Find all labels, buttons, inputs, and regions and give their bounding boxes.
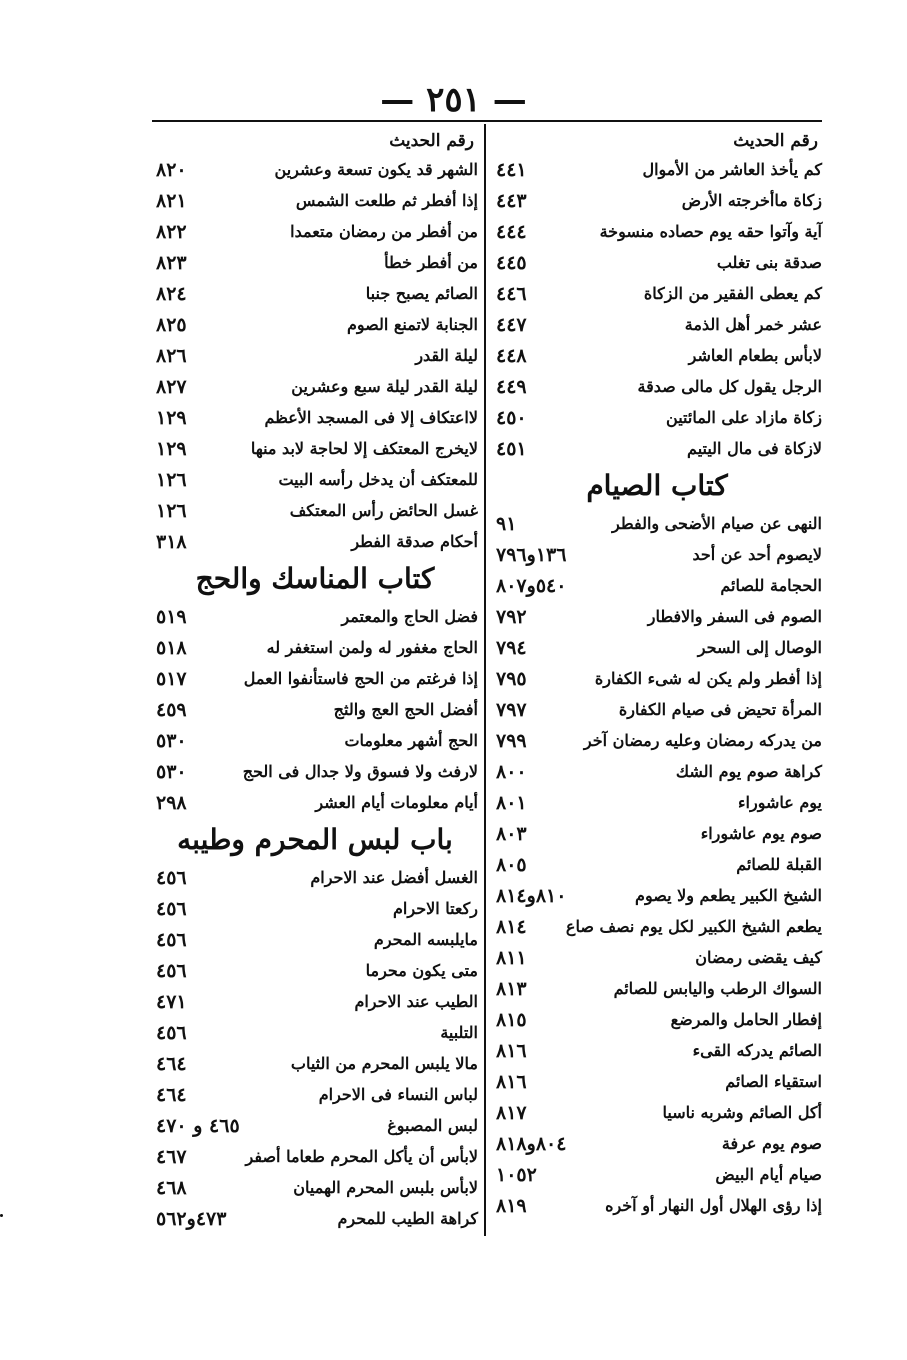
entry-title: فضل الحاج والمعتمر: [341, 607, 478, 626]
column-header: رقم الحديث: [733, 131, 818, 151]
right-column: [492, 128, 822, 1221]
index-entry: [492, 570, 822, 601]
index-entry: [152, 924, 478, 955]
index-entry: [492, 632, 822, 663]
entry-title: كراهة الطيب للمحرم: [337, 1209, 478, 1228]
index-entry: [492, 880, 822, 911]
entry-title: الجنابة لاتمنع الصوم: [346, 315, 478, 334]
hadith-number: ٤٦٨: [156, 1176, 187, 1199]
right-column-body: [492, 154, 822, 1221]
index-entry: [152, 1048, 478, 1079]
entry-title: آية وآتوا حقه يوم حصاده منسوخة: [599, 222, 822, 241]
index-entry: [492, 1190, 822, 1221]
index-entry: [152, 526, 478, 557]
index-entry: [152, 216, 478, 247]
left-column: [152, 128, 478, 1234]
hadith-number: ٨١٥: [496, 1008, 527, 1031]
index-entry: [152, 601, 478, 632]
hadith-number: ٤٤٤: [496, 220, 527, 243]
entry-title: لابأس بلبس المحرم الهميان: [293, 1178, 478, 1197]
hadith-number: ٤٥١: [496, 437, 527, 460]
entry-title: إذا أفطر ثم طلعت الشمس: [295, 191, 478, 210]
hadith-number: ٨١٠و٨١٤: [496, 884, 567, 907]
entry-title: الحج أشهر معلومات: [344, 731, 478, 750]
page-number: — ٢٥١ —: [380, 80, 527, 120]
index-entry: [492, 756, 822, 787]
index-entry: [152, 1203, 478, 1234]
hadith-number: ٣١٨: [156, 530, 187, 553]
index-entry: [492, 1035, 822, 1066]
hadith-number: ٥٣٠: [156, 729, 187, 752]
index-entry: [492, 694, 822, 725]
hadith-number: ٧٩٧: [496, 698, 527, 721]
hadith-number: ٤٧١: [156, 990, 187, 1013]
index-entry: [492, 1066, 822, 1097]
entry-title: صوم يوم عاشوراء: [700, 824, 822, 843]
index-entry: [152, 185, 478, 216]
entry-title: لازكاة فى مال اليتيم: [687, 439, 822, 458]
entry-title: كم يأخذ العاشر من الأموال: [642, 160, 822, 179]
hadith-number: ٤٥٦: [156, 866, 187, 889]
entry-title: ليلة القدر: [415, 346, 478, 365]
entry-title: ركعتا الاحرام: [393, 899, 478, 918]
entry-title: زكاة ماأخرجته الأرض: [681, 191, 822, 210]
hadith-number: ٤٦٤: [156, 1083, 187, 1106]
index-entry: [152, 694, 478, 725]
entry-title: لباس النساء فى الاحرام: [318, 1085, 478, 1104]
hadith-number: ٨٠٣: [496, 822, 527, 845]
section-heading: كتاب المناسك والحج: [195, 562, 435, 595]
hadith-number: ٨٠٠: [496, 760, 527, 783]
index-entry: [492, 818, 822, 849]
entry-title: إذا رؤى الهلال أول النهار أو آخره: [605, 1196, 822, 1215]
hadith-number: ٨١٤: [496, 915, 527, 938]
entry-title: يطعم الشيخ الكبير لكل يوم نصف صاع: [565, 917, 822, 936]
hadith-number: ٧٩٤: [496, 636, 527, 659]
hadith-number: ٤٥٩: [156, 698, 187, 721]
index-entry: [152, 1079, 478, 1110]
index-entry: [492, 185, 822, 216]
entry-title: الحجامة للصائم: [720, 576, 822, 595]
entry-title: مايلبسه المحرم: [373, 930, 478, 949]
section-heading: باب لبس المحرم وطيبه: [177, 823, 453, 856]
entry-title: الصوم فى السفر والافطار: [647, 607, 822, 626]
hadith-number: ٨٠١: [496, 791, 527, 814]
hadith-number: ٥١٧: [156, 667, 187, 690]
hadith-number: ٨١٧: [496, 1101, 527, 1124]
entry-title: ليلة القدر ليلة سبع وعشرين: [291, 377, 478, 396]
hadith-number: ٥٤٠و٨٠٧: [496, 574, 567, 597]
entry-title: من أفطر خطأ: [384, 253, 478, 272]
top-rule: [152, 120, 822, 122]
hadith-number: ٨١١: [496, 946, 527, 969]
index-entry: [492, 539, 822, 570]
entry-title: التلبية: [440, 1023, 478, 1042]
entry-title: إذا أفطر ولم يكن له شىء الكفارة: [594, 669, 822, 688]
hadith-number: ٩١: [496, 512, 517, 535]
index-entry: [492, 787, 822, 818]
hadith-number: ٤٤٩: [496, 375, 527, 398]
hadith-number: ٨٢٢: [156, 220, 187, 243]
entry-title: يوم عاشوراء: [738, 793, 822, 812]
index-entry: [492, 1128, 822, 1159]
entry-title: لااعتكاف إلا فى المسجد الأعظم: [264, 408, 478, 427]
hadith-number: ٨٢٣: [156, 251, 187, 274]
hadith-number: ٤٤٥: [496, 251, 527, 274]
hadith-number: ٨٢٧: [156, 375, 187, 398]
column-header: رقم الحديث: [389, 131, 474, 151]
hadith-number: ٤٦٥ و ٤٧٠: [156, 1114, 240, 1137]
index-entry: [152, 247, 478, 278]
index-entry: [152, 1172, 478, 1203]
hadith-number: ٤٧٣و٥٦٢: [156, 1207, 227, 1230]
hadith-number: ٧٩٥: [496, 667, 527, 690]
entry-title: مالا يلبس المحرم من الثياب: [290, 1054, 478, 1073]
hadith-number: ٤٥٦: [156, 897, 187, 920]
index-entry: [492, 340, 822, 371]
entry-title: الغسل أفضل عند الاحرام: [310, 868, 478, 887]
hadith-number: ٨٢٦: [156, 344, 187, 367]
index-entry: [152, 756, 478, 787]
entry-title: صيام أيام البيض: [715, 1165, 822, 1184]
entry-title: المرأة تحيض فى صيام الكفارة: [618, 700, 822, 719]
hadith-number: ٤٥٦: [156, 959, 187, 982]
index-entry: [492, 278, 822, 309]
hadith-number: ٤٤٧: [496, 313, 527, 336]
hadith-number: ٥١٨: [156, 636, 187, 659]
index-entry: [152, 725, 478, 756]
hadith-number: ٥١٩: [156, 605, 187, 628]
index-entry: [492, 1159, 822, 1190]
index-entry: [152, 371, 478, 402]
index-entry: [492, 247, 822, 278]
entry-title: زكاة مازاد على المائتين: [666, 408, 822, 427]
index-entry: [492, 433, 822, 464]
index-entry: [152, 955, 478, 986]
hadith-number: ١٢٩: [156, 437, 187, 460]
hadith-number: ١٠٥٢: [496, 1163, 537, 1186]
entry-title: النهى عن صيام الأضحى والفطر: [612, 514, 822, 533]
entry-title: الطيب عند الاحرام: [354, 992, 478, 1011]
hadith-number: ٨١٦: [496, 1039, 527, 1062]
index-entry: [152, 893, 478, 924]
entry-title: أحكام صدقة الفطر: [351, 532, 478, 551]
hadith-number: ٤٦٤: [156, 1052, 187, 1075]
index-entry: [492, 309, 822, 340]
left-column-body: [152, 154, 478, 1234]
hadith-number: ٤٤٨: [496, 344, 527, 367]
index-entry: [152, 278, 478, 309]
entry-title: الوصال إلى السحر: [697, 638, 822, 657]
entry-title: إفطار الحامل والمرضع: [670, 1010, 822, 1029]
entry-title: غسل الحائض رأس المعتكف: [289, 501, 478, 520]
entry-title: كيف يقضى رمضان: [695, 948, 822, 967]
entry-title: الصائم يدركه القىء: [692, 1041, 822, 1060]
hadith-number: ١٢٩: [156, 406, 187, 429]
hadith-number: ٢٩٨: [156, 791, 187, 814]
hadith-number: ٨٢٤: [156, 282, 187, 305]
entry-title: إذا فرغتم من الحج فاستأنفوا العمل: [243, 669, 478, 688]
hadith-number: ٤٥٠: [496, 406, 527, 429]
entry-title: السواك الرطب واليابس للصائم: [613, 979, 822, 998]
entry-title: صدقة بنى تغلب: [716, 253, 822, 272]
index-entry: [492, 725, 822, 756]
entry-title: القبلة للصائم: [736, 855, 822, 874]
entry-title: من يدركه رمضان وعليه رمضان آخر: [583, 731, 822, 750]
hadith-number: ٨٢١: [156, 189, 187, 212]
entry-title: الصائم يصبح جنبا: [365, 284, 478, 303]
index-entry: [492, 601, 822, 632]
column-divider: [484, 124, 486, 1236]
hadith-number: ٨١٩: [496, 1194, 527, 1217]
index-entry: [492, 1097, 822, 1128]
hadith-number: ٧٩٢: [496, 605, 527, 628]
index-entry: [492, 973, 822, 1004]
index-entry: [492, 849, 822, 880]
entry-title: كم يعطى الفقير من الزكاة: [643, 284, 822, 303]
hadith-number: ٨٢٠: [156, 158, 187, 181]
index-entry: [152, 340, 478, 371]
entry-title: من أفطر من رمضان متعمدا: [290, 222, 478, 241]
hadith-number: ٨١٦: [496, 1070, 527, 1093]
index-entry: [152, 464, 478, 495]
index-entry: [152, 787, 478, 818]
index-entry: [492, 663, 822, 694]
entry-title: الشيخ الكبير يطعم ولا يصوم: [635, 886, 822, 905]
index-entry: [492, 942, 822, 973]
index-entry: [492, 371, 822, 402]
index-entry: [152, 402, 478, 433]
index-entry: [152, 663, 478, 694]
index-entry: [152, 433, 478, 464]
hadith-number: ٨٠٤و٨١٨: [496, 1132, 567, 1155]
index-entry: [152, 632, 478, 663]
entry-title: أفضل الحج العج والثج: [333, 700, 478, 719]
index-entry: [152, 309, 478, 340]
hadith-number: ١٣٦و٧٩٦: [496, 543, 567, 566]
index-entry: [492, 154, 822, 185]
index-entry: [492, 911, 822, 942]
entry-title: الشهر قد يكون تسعة وعشرين: [274, 160, 478, 179]
section-heading: كتاب الصيام: [586, 469, 728, 502]
entry-title: كراهة صوم يوم الشك: [675, 762, 822, 781]
index-entry: [152, 986, 478, 1017]
hadith-number: ٥٣٠: [156, 760, 187, 783]
hadith-number: ١٢٦: [156, 468, 187, 491]
hadith-number: ٤٦٧: [156, 1145, 187, 1168]
hadith-number: ٤٤٣: [496, 189, 527, 212]
entry-title: صوم يوم عرفة: [721, 1134, 822, 1153]
index-entry: [152, 862, 478, 893]
hadith-number: ٨٢٥: [156, 313, 187, 336]
index-entry: [492, 508, 822, 539]
index-entry: [492, 402, 822, 433]
hadith-number: ٨١٣: [496, 977, 527, 1000]
entry-title: لايخرج المعتكف إلا لحاجة لابد منها: [250, 439, 478, 458]
entry-title: استقياء الصائم: [725, 1072, 822, 1091]
hadith-number: ٨٠٥: [496, 853, 527, 876]
entry-title: للمعتكف أن يدخل رأسه البيت: [278, 470, 478, 489]
index-entry: [152, 495, 478, 526]
hadith-number: ٤٥٦: [156, 1021, 187, 1044]
index-entry: [492, 216, 822, 247]
entry-title: لايصوم أحد عن أحد: [692, 545, 822, 564]
hadith-number: ٤٤٦: [496, 282, 527, 305]
entry-title: لبس المصبوغ: [387, 1116, 478, 1135]
hadith-number: ١٢٦: [156, 499, 187, 522]
stray-mark: [0, 1214, 3, 1217]
entry-title: أيام معلومات أيام العشر: [315, 793, 478, 812]
hadith-number: ٤٤١: [496, 158, 527, 181]
entry-title: متى يكون محرما: [365, 961, 478, 980]
index-entry: [492, 1004, 822, 1035]
index-entry: [152, 1110, 478, 1141]
entry-title: عشر خمر أهل الذمة: [684, 315, 822, 334]
index-entry: [152, 154, 478, 185]
hadith-number: ٧٩٩: [496, 729, 527, 752]
entry-title: أكل الصائم وشربه ناسيا: [662, 1103, 822, 1122]
index-entry: [152, 1141, 478, 1172]
entry-title: لابأس أن يأكل المحرم طعاما أصفر: [245, 1147, 478, 1166]
index-entry: [152, 1017, 478, 1048]
entry-title: الحاج مغفور له ولمن استغفر له: [266, 638, 478, 657]
entry-title: لابأس بطعام العاشر: [688, 346, 822, 365]
entry-title: الرجل يقول كل مالى صدقة: [637, 377, 822, 396]
hadith-number: ٤٥٦: [156, 928, 187, 951]
entry-title: لارفث ولا فسوق ولا جدال فى الحج: [242, 762, 478, 781]
